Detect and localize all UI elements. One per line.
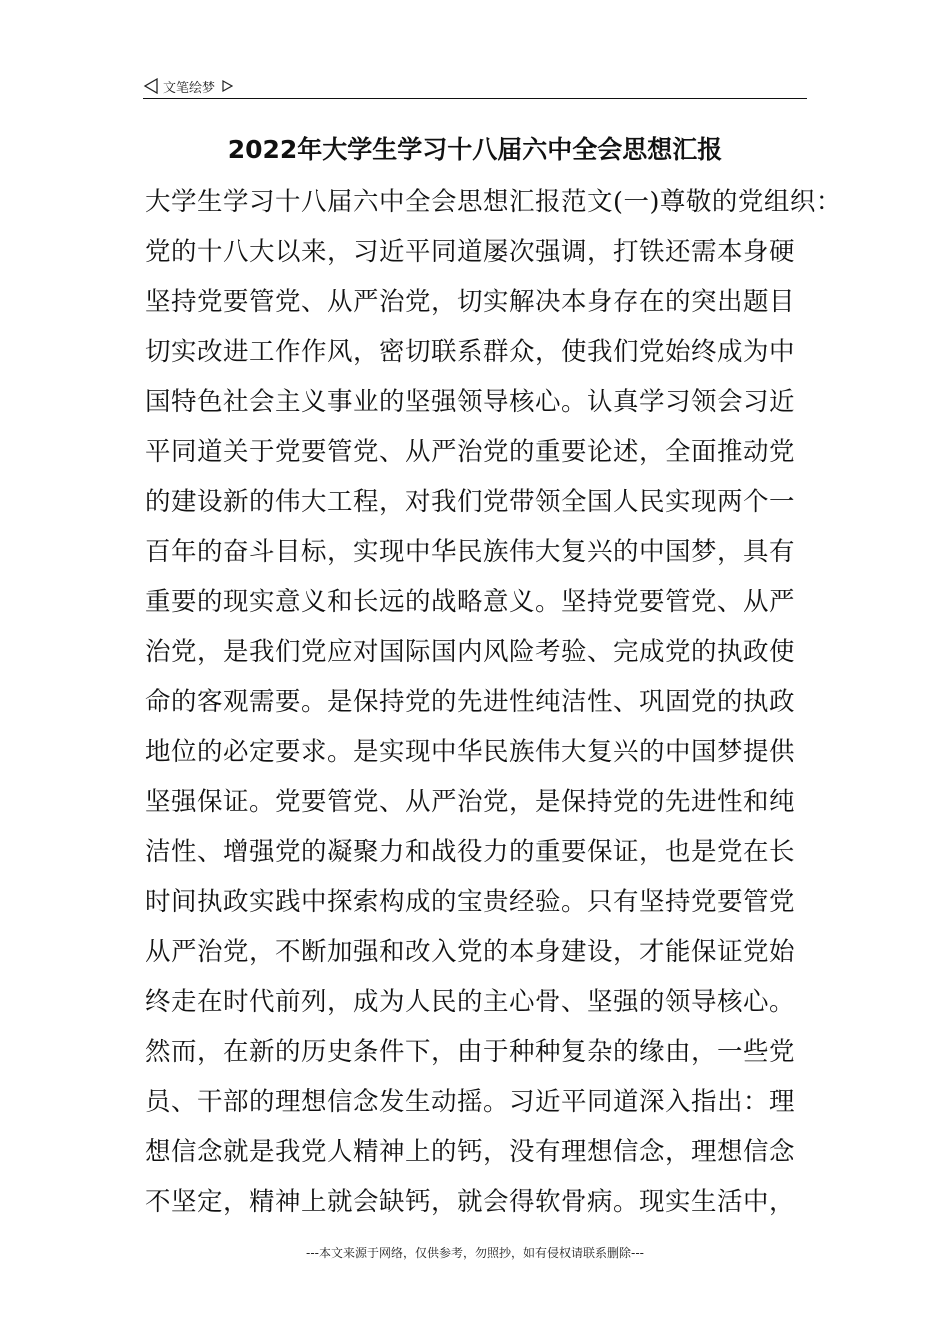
page-header bbox=[143, 74, 807, 98]
body-line: 国特色社会主义事业的坚强领导核心。认真学习领会习近 bbox=[145, 387, 796, 417]
body-line: 然而，在新的历史条件下，由于种种复杂的缘由，一些党 bbox=[145, 1037, 796, 1067]
body-line: 命的客观需要。是保持党的先进性纯洁性、巩固党的执政 bbox=[145, 687, 796, 717]
body-line: 平同道关于党要管党、从严治党的重要论述，全面推动党 bbox=[145, 437, 796, 467]
document-title: 2022年大学生学习十八届六中全会思想汇报 bbox=[227, 135, 723, 164]
body-line: 治党，是我们党应对国际国内风险考验、完成党的执政使 bbox=[145, 637, 796, 667]
document-body bbox=[145, 177, 842, 1227]
body-line: 党的十八大以来，习近平同道屡次强调，打铁还需本身硬 bbox=[145, 237, 796, 267]
body-line: 终走在时代前列，成为人民的主心骨、坚强的领导核心。 bbox=[145, 987, 796, 1017]
left-triangle-icon bbox=[143, 78, 159, 94]
body-line: 重要的现实意义和长远的战略意义。坚持党要管党、从严 bbox=[145, 587, 796, 617]
body-line: 时间执政实践中探索构成的宝贵经验。只有坚持党要管党 bbox=[145, 887, 796, 917]
body-line: 不坚定，精神上就会缺钙，就会得软骨病。现实生活中， bbox=[145, 1187, 796, 1217]
body-line: 大学生学习十八届六中全会思想汇报范文(一)尊敬的党组织： bbox=[145, 187, 842, 217]
right-triangle-icon bbox=[221, 80, 233, 92]
body-line: 员、干部的理想信念发生动摇。习近平同道深入指出：理 bbox=[145, 1087, 796, 1117]
footer-notice: ---本文来源于网络，仅供参考，勿照抄，如有侵权请联系删除--- bbox=[306, 1246, 644, 1260]
body-line: 想信念就是我党人精神上的钙，没有理想信念，理想信念 bbox=[145, 1137, 796, 1167]
body-line: 坚强保证。党要管党、从严治党，是保持党的先进性和纯 bbox=[145, 787, 796, 817]
header-divider bbox=[143, 98, 807, 99]
body-line: 百年的奋斗目标，实现中华民族伟大复兴的中国梦，具有 bbox=[145, 537, 796, 567]
body-line: 坚持党要管党、从严治党，切实解决本身存在的突出题目 bbox=[145, 287, 796, 317]
body-line: 洁性、增强党的凝聚力和战役力的重要保证，也是党在长 bbox=[145, 837, 796, 867]
body-line: 切实改进工作作风，密切联系群众，使我们党始终成为中 bbox=[145, 337, 796, 367]
header-brand: 文笔绘梦 bbox=[163, 80, 216, 96]
body-line: 地位的必定要求。是实现中华民族伟大复兴的中国梦提供 bbox=[145, 737, 796, 767]
body-line: 从严治党，不断加强和改入党的本身建设，才能保证党始 bbox=[145, 937, 796, 967]
body-line: 的建设新的伟大工程，对我们党带领全国人民实现两个一 bbox=[145, 487, 796, 517]
